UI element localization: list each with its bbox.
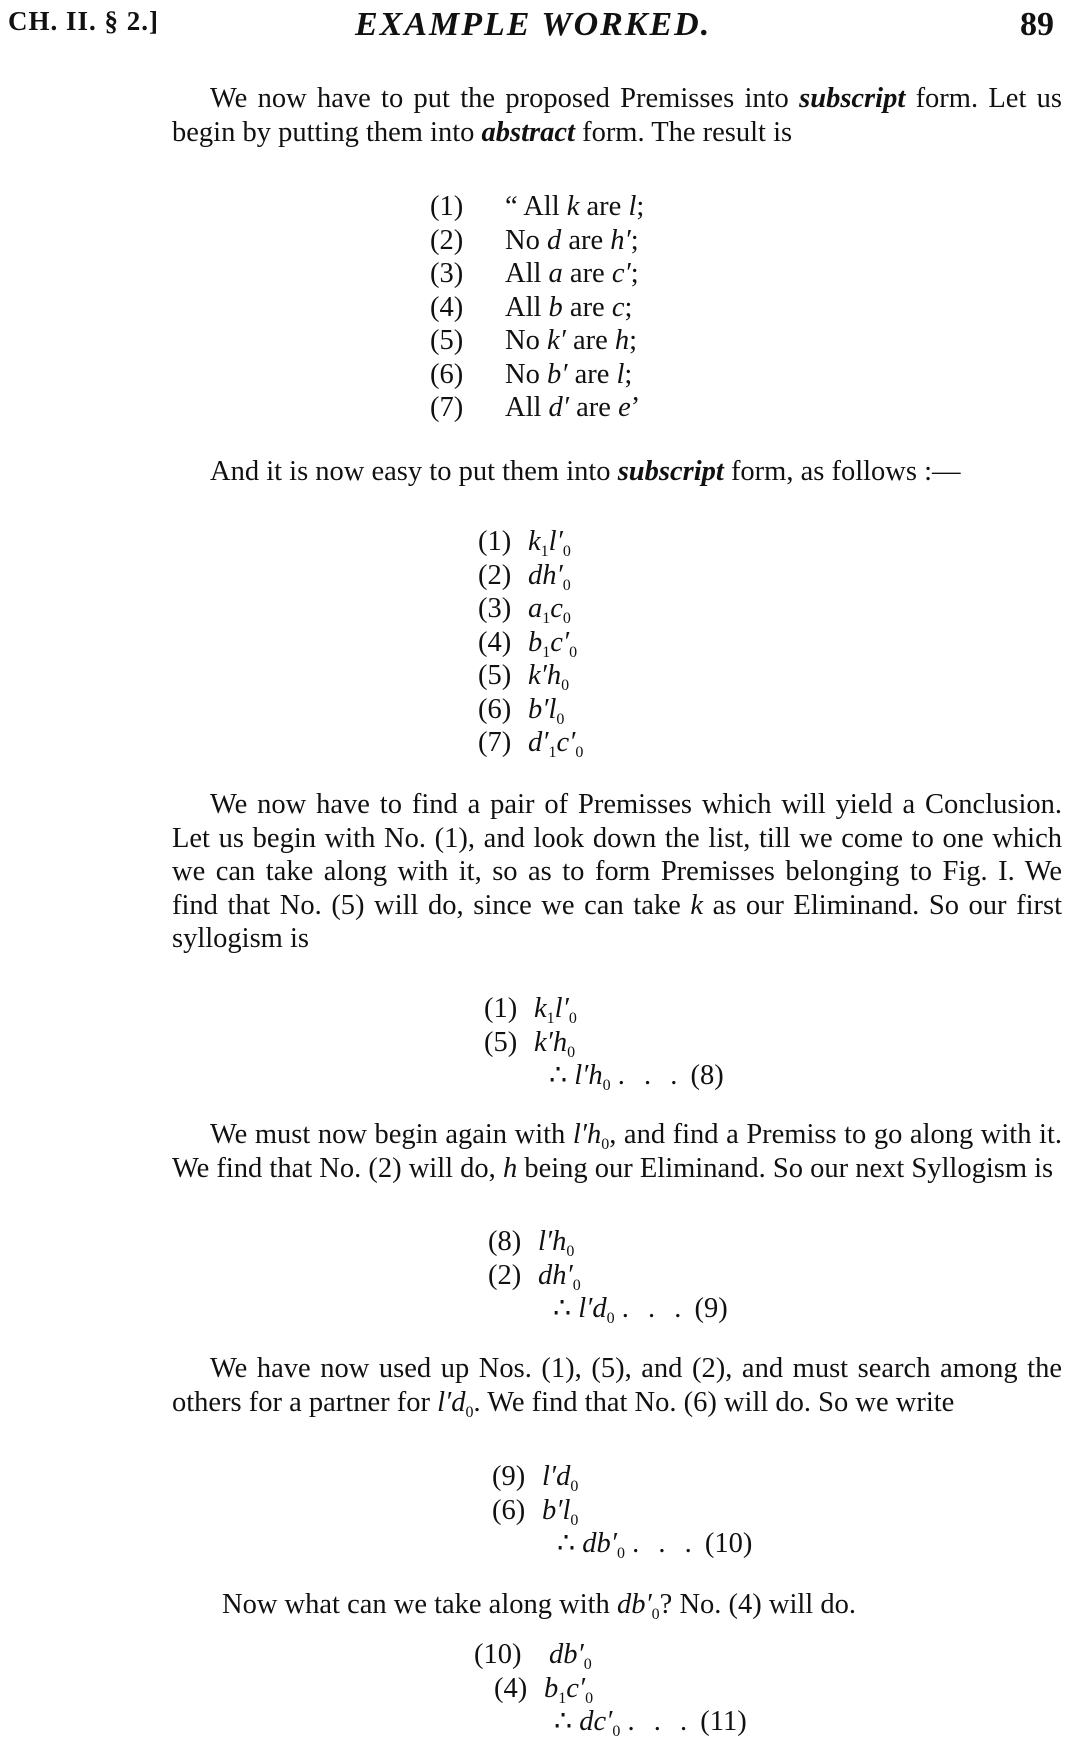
syllogism-conclusion: ∴ $l'd_0$ . . . (9) [553,1293,728,1327]
abstract-premiss: (6) No b′ are l; [430,358,633,390]
syllogism-premiss: (5) $k'h_0$ [484,1026,576,1061]
abstract-premiss: (3) All a are c′; [430,258,639,289]
running-head-title: EXAMPLE WORKED. [355,6,712,43]
paragraph-intro: We now have to put the proposed Premisses into subscript form. Let us begin by putting them into abstract form. The result is [172,83,1063,148]
subscript-premiss: (5) $k'h_0$ [478,660,570,694]
paragraph-fourth-syllogism: Now what can we take along with $db'_0$? No. (4) will do. [222,1589,856,1623]
paragraph-subscript-intro: And it is now easy to put them into subscript form, as follows :— [210,456,961,487]
syllogism-conclusion: ∴ $db'_0$ . . . (10) [557,1528,753,1562]
syllogism-premiss: (2) $dh'_0$ [488,1259,581,1294]
abstract-premiss: (1) “ All k are l; [430,191,645,222]
subscript-premiss: (2) $dh'_0$ [478,559,571,594]
subscript-premiss: (6) $b'l_0$ [478,693,565,728]
syllogism-3 [492,1460,752,1561]
paragraph-first-syllogism: We now have to find a pair of Premisses which will yield a Conclusion. Let us begin with No. (1), and look down the list, till we come to one which we can take along with it, so as to form Premisses belonging to Fig. I. We find that No. (5) will do, since we can take k as our Eliminand. So our first syllogism is [172,789,1063,954]
syllogism-premiss: (9) $l'd_0$ [492,1461,579,1495]
syllogism-conclusion: ∴ $dc'_0$ . . . (11) [554,1706,747,1740]
page-number: 89 [1020,6,1054,43]
abstract-premiss: (4) All b are c; [430,291,633,323]
syllogism-premiss: (8) $l'h_0$ [488,1226,575,1260]
syllogism-2 [488,1225,728,1326]
syllogism-1 [484,992,724,1093]
subscript-premiss: (3) $a_1c_0$ [478,593,571,627]
paragraph-second-syllogism: We must now begin again with $l'h_0$, and find a Premiss to go along with it. We find that No. (2) will do, h being our Eliminand. So our next Syllogism is [172,1119,1062,1184]
syllogism-4 [474,1638,747,1739]
subscript-premiss: (7) $d'_1c'_0$ [478,727,584,761]
running-head-chapter: CH. II. § 2.] [8,6,160,36]
syllogism-premiss: (4) $b_1c'_0$ [494,1672,594,1707]
syllogism-premiss: (1) $k_1l'_0$ [484,993,577,1027]
abstract-premisses-list [430,190,644,425]
subscript-premisses-list [478,525,583,760]
syllogism-conclusion: ∴ $l'h_0$ . . . (8) [549,1060,724,1094]
abstract-premiss: (7) All d′ are e’ [430,392,641,423]
abstract-premiss: (2) No d are h′; [430,224,639,256]
syllogism-premiss: (6) $b'l_0$ [492,1494,579,1529]
subscript-premiss: (4) $b_1c'_0$ [478,626,578,661]
abstract-premiss: (5) No k′ are h; [430,325,638,356]
subscript-premiss: (1) $k_1l'_0$ [478,526,571,560]
syllogism-premiss: (10) $db'_0$ [474,1639,592,1673]
paragraph-third-syllogism: We have now used up Nos. (1), (5), and (2), and must search among the others for a partner for $l'd_0$. We find that No. (6) will do. So we write [172,1353,1062,1421]
